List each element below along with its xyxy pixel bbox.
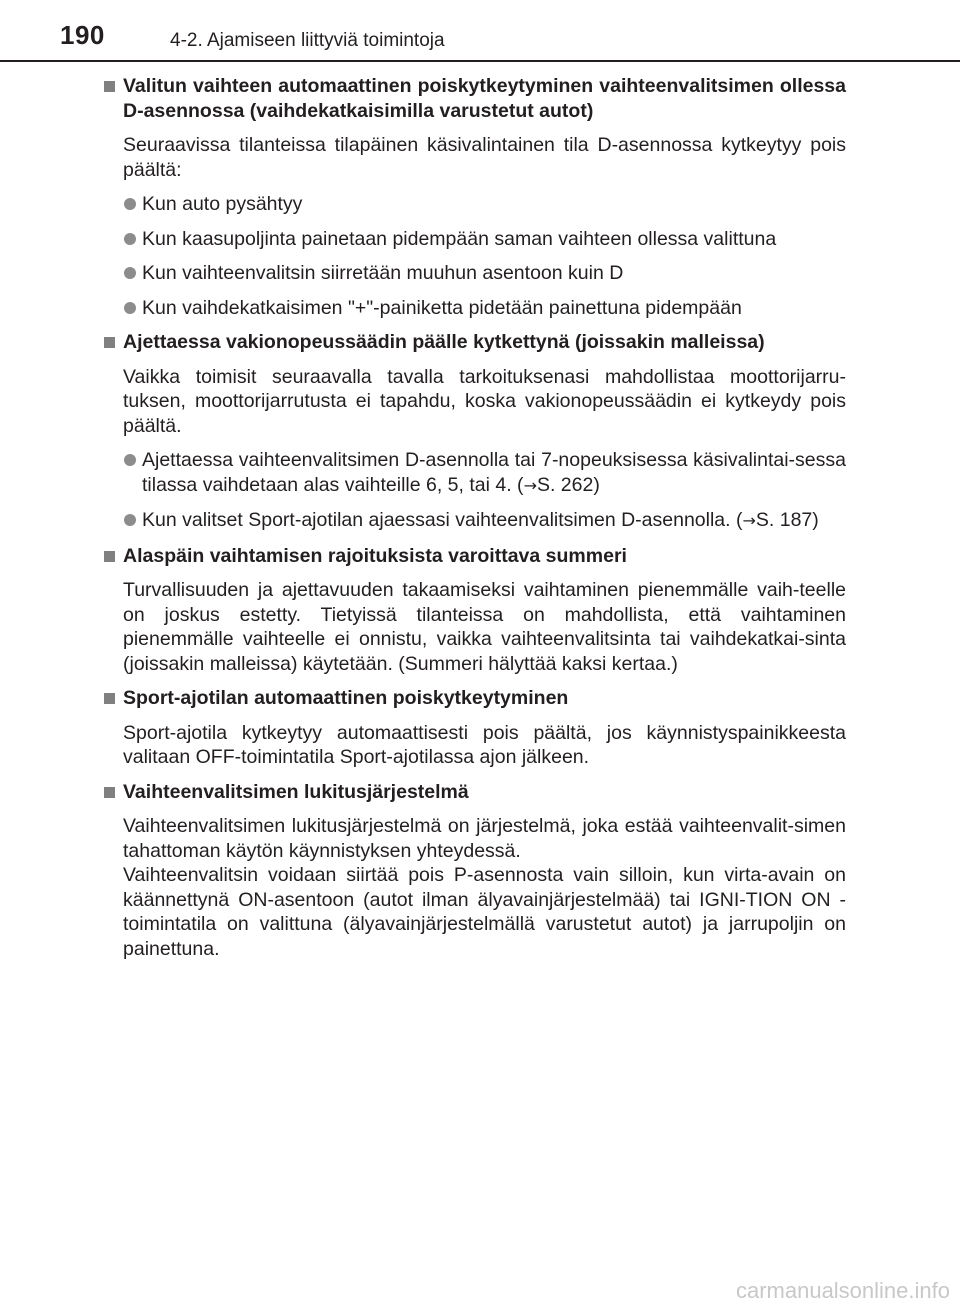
square-bullet-icon [104, 693, 115, 704]
section-shift-lock [104, 780, 846, 962]
list-item: Kun vaihdekatkaisimen "+"-painiketta pidetään painettuna pidempään [104, 296, 846, 321]
section-gear-auto-release [104, 74, 846, 320]
section-downshift-buzzer [104, 544, 846, 677]
square-bullet-icon [104, 787, 115, 798]
circle-bullet-icon [124, 233, 136, 245]
circle-bullet-icon [124, 302, 136, 314]
section-title: Vaihteenvalitsimen lukitusjärjestelmä [104, 780, 846, 805]
chapter-title: 4-2. Ajamiseen liittyviä toimintoja [170, 30, 445, 51]
arrow-icon: → [742, 511, 756, 530]
list-item: Kun auto pysähtyy [104, 192, 846, 217]
section-body: Seuraavissa tilanteissa tilapäinen käsivalintainen tila D-asennossa kytkeytyy pois päältä: [123, 134, 846, 181]
page-reference[interactable]: S. 262) [536, 473, 600, 496]
section-cruise-control [104, 330, 846, 534]
section-body: Vaihteenvalitsimen lukitusjärjestelmä on järjestelmä, joka estää vaihteenvalit-simen tahattoman käytön käynnistyksen yhteydessä. [123, 815, 846, 862]
circle-bullet-icon [124, 198, 136, 210]
list-item: Kun vaihteenvalitsin siirretään muuhun asentoon kuin D [104, 261, 846, 286]
circle-bullet-icon [124, 267, 136, 279]
section-title: Valitun vaihteen automaattinen poiskytkeytyminen vaihteenvalitsimen ollessa D-asennossa (vaihdekatkaisimilla varustetut autot) [104, 74, 846, 123]
watermark: carmanualsonline.info [735, 1278, 950, 1303]
section-body-continued: Vaihteenvalitsin voidaan siirtää pois P-asennosta vain silloin, kun virta-avain on käännettynä ON-asentoon (autot ilman älyavainjärjestelmää) tai IGNI-TION ON -toimintatila on valittuna (älyavainjärjestelmällä varustetut autot) ja jarrupoljin on painettuna. [123, 864, 846, 960]
list-item: Kun valitset Sport-ajotilan ajaessasi vaihteenvalitsimen D-asennolla. (→S. 187) [104, 508, 846, 534]
section-body: Sport-ajotila kytkeytyy automaattisesti pois päältä, jos käynnistyspainikkeesta valitaan OFF-toimintatila Sport-ajotilassa ajon jälkeen. [123, 721, 846, 768]
section-body: Vaikka toimisit seuraavalla tavalla tarkoituksenasi mahdollistaa moottorijarru-tuksen, moottorijarrutusta ei tapahdu, koska vakionopeussäädin ei kytkeydy pois päältä. [123, 365, 846, 437]
page-header [0, 0, 960, 60]
section-title: Sport-ajotilan automaattinen poiskytkeytyminen [104, 686, 846, 711]
arrow-icon: → [523, 475, 537, 495]
square-bullet-icon [104, 337, 115, 348]
header-rule [0, 60, 960, 62]
section-body: Turvallisuuden ja ajettavuuden takaamiseksi vaihtaminen pienemmälle vaih-teelle on joskus estetty. Tietyissä tilanteissa on mahdollista, että vaihtaminen pienemmälle vaihteelle ei onnistu, vaikka vaihteenvalitsinta tai vaihdekatkai-sinta (joissakin malleissa) käytetään. (Summeri hälyttää kaksi kertaa.) [123, 579, 846, 675]
section-title: Ajettaessa vakionopeussäädin päälle kytkettynä (joissakin malleissa) [104, 330, 846, 355]
page-reference[interactable]: S. 187) [755, 509, 819, 531]
circle-bullet-icon [124, 514, 136, 526]
circle-bullet-icon [124, 454, 136, 466]
page-content [104, 74, 846, 971]
list-item: Kun kaasupoljinta painetaan pidempään saman vaihteen ollessa valittuna [104, 227, 846, 252]
section-title: Alaspäin vaihtamisen rajoituksista varoittava summeri [104, 544, 846, 569]
square-bullet-icon [104, 81, 115, 92]
page-number: 190 [60, 20, 105, 50]
section-sport-mode-release [104, 686, 846, 770]
square-bullet-icon [104, 551, 115, 562]
list-item: Ajettaessa vaihteenvalitsimen D-asennolla tai 7-nopeuksisessa käsivalintai-sessa tilassa vaihdetaan alas vaihteille 6, 5, tai 4. (→S. 262) [104, 448, 846, 498]
